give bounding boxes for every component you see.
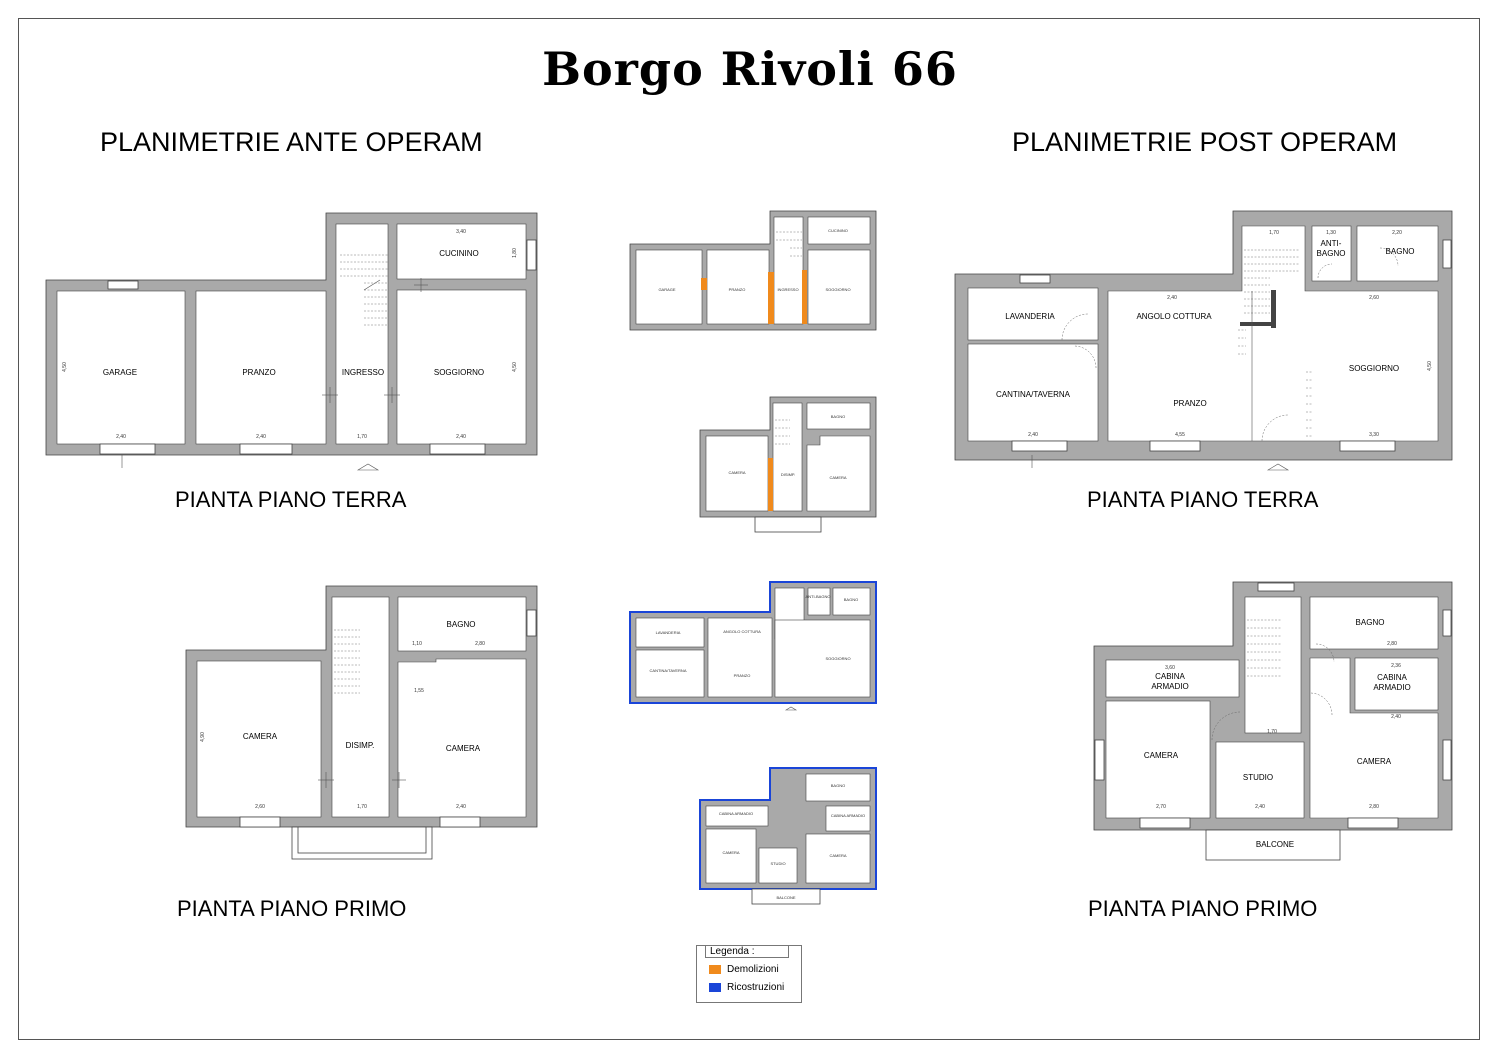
ricostruzioni-swatch xyxy=(709,983,721,992)
svg-text:BAGNO: BAGNO xyxy=(830,414,846,419)
room-label-cucinino: CUCININO xyxy=(439,249,479,258)
svg-text:2,40: 2,40 xyxy=(116,434,126,440)
legend-label-demolizioni: Demolizioni xyxy=(727,964,779,975)
svg-text:2,80: 2,80 xyxy=(475,641,485,647)
svg-text:3,40: 3,40 xyxy=(456,229,466,235)
svg-text:CAMERA: CAMERA xyxy=(722,850,740,855)
svg-text:2,80: 2,80 xyxy=(1387,641,1397,647)
svg-text:1,70: 1,70 xyxy=(357,434,367,440)
room-label-soggiorno: SOGGIORNO xyxy=(1348,364,1400,373)
legend-item-demolizioni xyxy=(709,964,779,975)
svg-text:3,60: 3,60 xyxy=(1165,665,1175,671)
caption-ante-piano-primo: PIANTA PIANO PRIMO xyxy=(177,896,407,921)
svg-text:1,70: 1,70 xyxy=(1269,230,1279,236)
svg-text:INGRESSO: INGRESSO xyxy=(777,287,799,292)
room-label-anti-bagno: BAGNO xyxy=(1316,249,1346,258)
room-label-cabina-2a: CABINA xyxy=(1377,673,1407,682)
svg-text:PRANZO: PRANZO xyxy=(733,673,751,678)
drawing-title: Borgo Rivoli 66 xyxy=(542,42,958,96)
svg-text:CUCININO: CUCININO xyxy=(828,228,848,233)
svg-text:1,30: 1,30 xyxy=(1326,230,1336,236)
svg-text:PRANZO: PRANZO xyxy=(728,287,746,292)
svg-text:BAGNO: BAGNO xyxy=(830,783,846,788)
room-label-anti: ANTI- xyxy=(1320,239,1342,248)
plan-post-piano-primo xyxy=(1094,582,1452,860)
svg-text:4,90: 4,90 xyxy=(200,732,206,742)
svg-text:GARAGE: GARAGE xyxy=(658,287,676,292)
mini-plan-terra-ricostruzioni xyxy=(630,582,876,710)
heading-ante-operam: PLANIMETRIE ANTE OPERAM xyxy=(100,127,483,157)
room-label-lavanderia: LAVANDERIA xyxy=(1005,312,1055,321)
room-label-pranzo: PRANZO xyxy=(1173,399,1207,408)
room-label-cabina-2b: ARMADIO xyxy=(1373,683,1411,692)
svg-text:SOGGIORNO: SOGGIORNO xyxy=(825,656,851,661)
room-label-camera-2: CAMERA xyxy=(445,744,481,753)
svg-text:ANTI-BAGNO: ANTI-BAGNO xyxy=(805,594,831,599)
room-label-cantina-taverna: CANTINA/TAVERNA xyxy=(996,390,1070,399)
svg-text:CANTINA/TAVERNA: CANTINA/TAVERNA xyxy=(649,668,687,673)
room-label-pranzo: PRANZO xyxy=(242,368,276,377)
room-label-camera-1: CAMERA xyxy=(242,732,278,741)
mini-plan-terra-demolizioni xyxy=(630,211,876,330)
svg-text:4,50: 4,50 xyxy=(512,362,518,372)
svg-text:2,40: 2,40 xyxy=(456,804,466,810)
room-label-bagno: BAGNO xyxy=(446,620,476,629)
svg-text:BALCONE: BALCONE xyxy=(776,895,796,900)
legend-label-ricostruzioni: Ricostruzioni xyxy=(727,982,785,993)
svg-text:CABINA ARMADIO: CABINA ARMADIO xyxy=(718,811,754,816)
room-label-angolo-cottura: ANGOLO COTTURA xyxy=(1136,312,1212,321)
svg-text:CAMERA: CAMERA xyxy=(728,470,746,475)
plan-ante-piano-primo xyxy=(186,586,537,859)
svg-text:1,70: 1,70 xyxy=(357,804,367,810)
room-label-bagno: BAGNO xyxy=(1385,247,1415,256)
svg-text:1,10: 1,10 xyxy=(412,641,422,647)
svg-text:ANGOLO COTTURA: ANGOLO COTTURA xyxy=(723,629,761,634)
svg-text:4,50: 4,50 xyxy=(62,362,68,372)
plan-post-piano-terra xyxy=(955,211,1452,470)
svg-text:4,50: 4,50 xyxy=(1427,361,1433,371)
room-label-cabina-1a: CABINA xyxy=(1155,672,1185,681)
svg-text:LAVANDERIA: LAVANDERIA xyxy=(655,630,681,635)
caption-ante-piano-terra: PIANTA PIANO TERRA xyxy=(175,487,407,512)
svg-text:2,40: 2,40 xyxy=(256,434,266,440)
plan-ante-piano-terra xyxy=(46,213,537,470)
svg-text:4,55: 4,55 xyxy=(1175,432,1185,438)
svg-text:STUDIO: STUDIO xyxy=(770,861,786,866)
svg-text:2,20: 2,20 xyxy=(1392,230,1402,236)
svg-text:2,40: 2,40 xyxy=(1028,432,1038,438)
caption-post-piano-terra: PIANTA PIANO TERRA xyxy=(1087,487,1319,512)
svg-text:1,55: 1,55 xyxy=(414,688,424,694)
room-label-camera-1: CAMERA xyxy=(1143,751,1179,760)
svg-text:SOGGIORNO: SOGGIORNO xyxy=(825,287,851,292)
mini-plan-primo-ricostruzioni xyxy=(700,768,876,904)
legend-item-ricostruzioni xyxy=(709,982,784,993)
room-label-disimp: DISIMP. xyxy=(345,741,375,750)
heading-post-operam: PLANIMETRIE POST OPERAM xyxy=(1012,127,1398,157)
svg-text:DISIMP.: DISIMP. xyxy=(780,472,796,477)
room-label-studio: STUDIO xyxy=(1242,773,1274,782)
svg-text:1,80: 1,80 xyxy=(512,248,518,258)
svg-text:2,60: 2,60 xyxy=(255,804,265,810)
room-label-ingresso: INGRESSO xyxy=(341,368,385,377)
svg-text:2,60: 2,60 xyxy=(1369,295,1379,301)
svg-text:2,36: 2,36 xyxy=(1391,663,1401,669)
room-label-camera-2: CAMERA xyxy=(1356,757,1392,766)
svg-text:2,40: 2,40 xyxy=(1391,714,1401,720)
svg-text:CAMERA: CAMERA xyxy=(829,475,847,480)
room-label-bagno: BAGNO xyxy=(1355,618,1385,627)
svg-text:2,40: 2,40 xyxy=(1255,804,1265,810)
mini-plan-primo-demolizioni xyxy=(700,397,876,532)
svg-text:2,70: 2,70 xyxy=(1156,804,1166,810)
svg-text:3,30: 3,30 xyxy=(1369,432,1379,438)
room-label-garage: GARAGE xyxy=(102,368,138,377)
svg-text:CABINA ARMADIO: CABINA ARMADIO xyxy=(830,813,866,818)
demolizioni-swatch xyxy=(709,965,721,974)
svg-text:2,80: 2,80 xyxy=(1369,804,1379,810)
room-label-balcone: BALCONE xyxy=(1255,840,1295,849)
legend xyxy=(696,945,802,1003)
room-label-cabina-1b: ARMADIO xyxy=(1151,682,1189,691)
svg-text:1,70: 1,70 xyxy=(1267,729,1277,735)
room-label-soggiorno: SOGGIORNO xyxy=(433,368,485,377)
svg-text:CAMERA: CAMERA xyxy=(829,853,847,858)
legend-title: Legenda : xyxy=(705,945,789,958)
svg-text:BAGNO: BAGNO xyxy=(843,597,859,602)
svg-text:2,40: 2,40 xyxy=(456,434,466,440)
svg-text:2,40: 2,40 xyxy=(1167,295,1177,301)
caption-post-piano-primo: PIANTA PIANO PRIMO xyxy=(1088,896,1318,921)
